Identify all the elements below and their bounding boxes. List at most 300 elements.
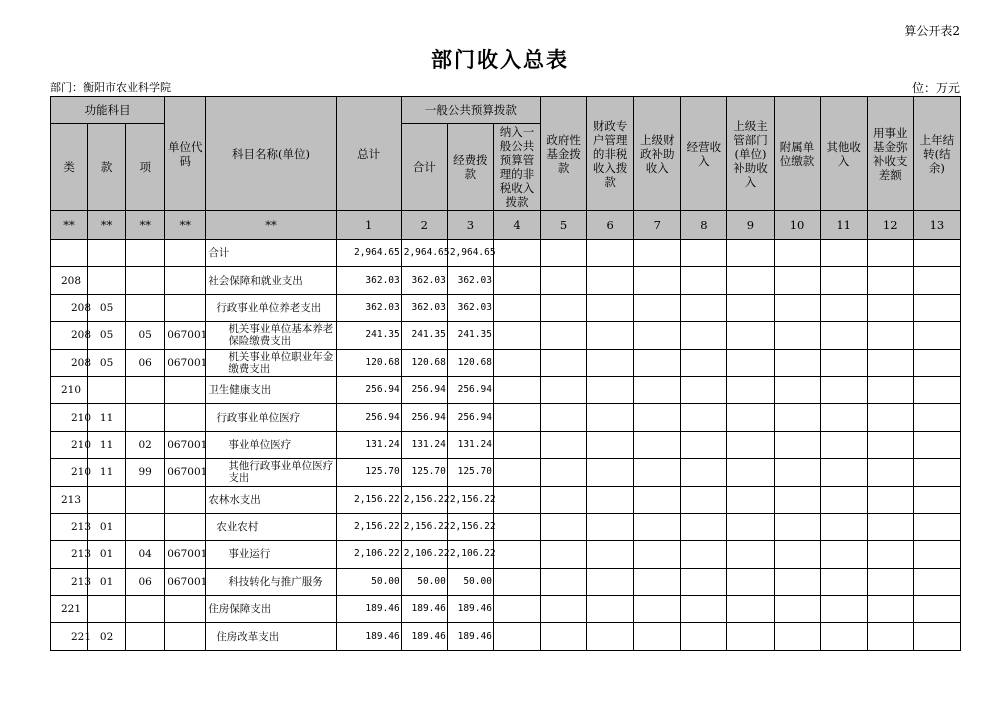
row-subtotal-cell: 125.70	[401, 459, 447, 486]
row-empty-cell	[727, 596, 774, 623]
row-empty-cell	[541, 240, 587, 267]
row-empty-cell	[774, 486, 820, 513]
row-funding-cell: 50.00	[447, 568, 493, 595]
row-empty-cell	[493, 431, 540, 458]
row-empty-cell	[493, 240, 540, 267]
row-total-cell: 2,156.22	[336, 486, 401, 513]
row-xiang-cell	[126, 404, 165, 431]
row-subject-name-cell: 机关事业单位基本养老保险缴费支出	[206, 322, 336, 349]
row-subject-name-cell: 行政事业单位养老支出	[206, 294, 336, 321]
row-lei-cell: 208	[51, 267, 88, 294]
row-lei-cell: 210	[51, 376, 88, 403]
row-subtotal-cell: 241.35	[401, 322, 447, 349]
row-empty-cell	[634, 431, 681, 458]
row-xiang-cell: 06	[126, 349, 165, 376]
row-empty-cell	[681, 267, 727, 294]
row-total-cell: 120.68	[336, 349, 401, 376]
table-row	[51, 431, 961, 458]
row-xiang-cell: 04	[126, 541, 165, 568]
row-empty-cell	[727, 568, 774, 595]
row-empty-cell	[634, 240, 681, 267]
row-total-cell: 189.46	[336, 596, 401, 623]
table-number-label: 算公开表2	[904, 24, 960, 38]
row-kuan-cell: 11	[88, 431, 126, 458]
superior-dept-header: 上级主管部门(单位)补助收入	[727, 97, 774, 211]
total-header: 总计	[336, 97, 401, 211]
row-empty-cell	[820, 568, 867, 595]
row-empty-cell	[913, 486, 960, 513]
row-empty-cell	[727, 294, 774, 321]
row-subject-name-cell: 农业农村	[206, 513, 336, 540]
row-empty-cell	[774, 322, 820, 349]
row-subtotal-cell: 2,156.22	[401, 486, 447, 513]
row-empty-cell	[634, 376, 681, 403]
column-index-cell: 13	[913, 211, 960, 240]
row-empty-cell	[820, 431, 867, 458]
column-index-cell: 12	[867, 211, 913, 240]
row-empty-cell	[820, 349, 867, 376]
row-kuan-cell: 11	[88, 459, 126, 486]
row-empty-cell	[634, 294, 681, 321]
row-funding-cell: 2,156.22	[447, 486, 493, 513]
row-unit-code-cell	[165, 376, 206, 403]
table-row	[51, 349, 961, 376]
row-subtotal-cell: 2,156.22	[401, 513, 447, 540]
row-kuan-cell	[88, 486, 126, 513]
column-index-cell: 4	[493, 211, 540, 240]
row-lei-cell: 221	[51, 596, 88, 623]
row-unit-code-cell	[165, 240, 206, 267]
row-subject-name-cell: 机关事业单位职业年金缴费支出	[206, 349, 336, 376]
row-total-cell: 131.24	[336, 431, 401, 458]
xiang-header: 项	[126, 124, 165, 211]
column-index-cell: 2	[401, 211, 447, 240]
row-xiang-cell	[126, 294, 165, 321]
row-empty-cell	[727, 349, 774, 376]
row-empty-cell	[681, 623, 727, 650]
row-total-cell: 241.35	[336, 322, 401, 349]
row-kuan-cell: 01	[88, 541, 126, 568]
func-subject-header: 功能科目	[51, 97, 165, 124]
row-empty-cell	[634, 322, 681, 349]
row-empty-cell	[493, 294, 540, 321]
row-empty-cell	[727, 541, 774, 568]
row-empty-cell	[867, 596, 913, 623]
row-empty-cell	[493, 513, 540, 540]
column-index-cell: 5	[541, 211, 587, 240]
row-subtotal-cell: 189.46	[401, 623, 447, 650]
row-empty-cell	[541, 459, 587, 486]
row-empty-cell	[820, 267, 867, 294]
row-unit-code-cell: 067001	[165, 349, 206, 376]
row-empty-cell	[541, 404, 587, 431]
row-unit-code-cell: 067001	[165, 459, 206, 486]
row-empty-cell	[634, 486, 681, 513]
row-empty-cell	[681, 459, 727, 486]
row-total-cell: 125.70	[336, 459, 401, 486]
row-empty-cell	[774, 513, 820, 540]
row-empty-cell	[541, 322, 587, 349]
row-empty-cell	[493, 486, 540, 513]
row-empty-cell	[681, 322, 727, 349]
row-empty-cell	[820, 513, 867, 540]
row-empty-cell	[867, 267, 913, 294]
table-row	[51, 404, 961, 431]
row-lei-cell: 213	[51, 568, 88, 595]
row-kuan-cell	[88, 267, 126, 294]
row-empty-cell	[541, 349, 587, 376]
row-empty-cell	[587, 596, 634, 623]
table-row	[51, 322, 961, 349]
row-empty-cell	[587, 267, 634, 294]
department-label: 部门：衡阳市农业科学院	[50, 81, 171, 94]
row-empty-cell	[541, 267, 587, 294]
row-empty-cell	[681, 240, 727, 267]
row-empty-cell	[493, 541, 540, 568]
row-funding-cell: 125.70	[447, 459, 493, 486]
row-kuan-cell: 05	[88, 294, 126, 321]
row-empty-cell	[541, 596, 587, 623]
row-subtotal-cell: 131.24	[401, 431, 447, 458]
row-subject-name-cell: 农林水支出	[206, 486, 336, 513]
nontax-header: 纳入一般公共预算管理的非税收入拨款	[493, 124, 540, 211]
row-subject-name-cell: 事业运行	[206, 541, 336, 568]
column-index-cell: 6	[587, 211, 634, 240]
row-total-cell: 2,156.22	[336, 513, 401, 540]
row-empty-cell	[867, 568, 913, 595]
row-empty-cell	[541, 568, 587, 595]
row-unit-code-cell	[165, 623, 206, 650]
row-empty-cell	[587, 541, 634, 568]
row-empty-cell	[727, 267, 774, 294]
row-xiang-cell	[126, 513, 165, 540]
row-kuan-cell: 05	[88, 349, 126, 376]
row-funding-cell: 241.35	[447, 322, 493, 349]
row-empty-cell	[493, 568, 540, 595]
funding-header: 经费拨款	[447, 124, 493, 211]
row-empty-cell	[681, 431, 727, 458]
row-xiang-cell: 02	[126, 431, 165, 458]
table-body	[51, 240, 961, 651]
row-empty-cell	[727, 431, 774, 458]
row-empty-cell	[493, 322, 540, 349]
row-subject-name-cell: 卫生健康支出	[206, 376, 336, 403]
row-empty-cell	[867, 294, 913, 321]
row-kuan-cell	[88, 376, 126, 403]
row-empty-cell	[681, 568, 727, 595]
row-lei-cell: 213	[51, 486, 88, 513]
row-subject-name-cell: 其他行政事业单位医疗支出	[206, 459, 336, 486]
row-empty-cell	[634, 541, 681, 568]
row-empty-cell	[867, 376, 913, 403]
row-empty-cell	[774, 404, 820, 431]
row-funding-cell: 131.24	[447, 431, 493, 458]
row-subject-name-cell: 行政事业单位医疗	[206, 404, 336, 431]
row-empty-cell	[867, 404, 913, 431]
row-empty-cell	[774, 376, 820, 403]
row-empty-cell	[541, 431, 587, 458]
row-empty-cell	[913, 349, 960, 376]
row-empty-cell	[727, 376, 774, 403]
row-subject-name-cell: 住房改革支出	[206, 623, 336, 650]
row-lei-cell: 210	[51, 459, 88, 486]
row-empty-cell	[493, 376, 540, 403]
income-summary-table	[50, 96, 961, 651]
row-empty-cell	[774, 596, 820, 623]
row-empty-cell	[634, 349, 681, 376]
row-subtotal-cell: 256.94	[401, 404, 447, 431]
row-empty-cell	[820, 486, 867, 513]
row-empty-cell	[541, 486, 587, 513]
row-empty-cell	[587, 513, 634, 540]
other-income-header: 其他收入	[820, 97, 867, 211]
row-empty-cell	[587, 459, 634, 486]
table-row	[51, 568, 961, 595]
row-empty-cell	[727, 240, 774, 267]
row-empty-cell	[820, 596, 867, 623]
row-empty-cell	[867, 322, 913, 349]
column-index-cell: 1	[336, 211, 401, 240]
row-total-cell: 362.03	[336, 267, 401, 294]
row-empty-cell	[634, 623, 681, 650]
row-empty-cell	[634, 596, 681, 623]
row-empty-cell	[681, 294, 727, 321]
row-subject-name-cell: 科技转化与推广服务	[206, 568, 336, 595]
gov-fund-header: 政府性基金拨款	[541, 97, 587, 211]
row-empty-cell	[820, 240, 867, 267]
table-row	[51, 541, 961, 568]
row-total-cell: 189.46	[336, 623, 401, 650]
row-subtotal-cell: 2,106.22	[401, 541, 447, 568]
row-subject-name-cell: 事业单位医疗	[206, 431, 336, 458]
row-subtotal-cell: 256.94	[401, 376, 447, 403]
row-empty-cell	[913, 541, 960, 568]
table-row	[51, 267, 961, 294]
row-empty-cell	[913, 513, 960, 540]
column-index-cell: 10	[774, 211, 820, 240]
row-empty-cell	[913, 294, 960, 321]
row-empty-cell	[913, 596, 960, 623]
row-unit-code-cell	[165, 404, 206, 431]
row-empty-cell	[867, 349, 913, 376]
row-empty-cell	[913, 240, 960, 267]
row-empty-cell	[820, 623, 867, 650]
kuan-header: 款	[88, 124, 126, 211]
row-empty-cell	[820, 459, 867, 486]
row-empty-cell	[587, 376, 634, 403]
row-xiang-cell	[126, 486, 165, 513]
row-empty-cell	[493, 267, 540, 294]
general-budget-header: 一般公共预算拨款	[401, 97, 540, 124]
row-subtotal-cell: 120.68	[401, 349, 447, 376]
row-lei-cell: 210	[51, 404, 88, 431]
row-subtotal-cell: 362.03	[401, 294, 447, 321]
row-subtotal-cell: 362.03	[401, 267, 447, 294]
row-funding-cell: 189.46	[447, 623, 493, 650]
row-empty-cell	[541, 623, 587, 650]
row-empty-cell	[774, 267, 820, 294]
row-empty-cell	[820, 541, 867, 568]
row-funding-cell: 256.94	[447, 376, 493, 403]
row-empty-cell	[587, 431, 634, 458]
row-lei-cell: 208	[51, 322, 88, 349]
row-empty-cell	[913, 376, 960, 403]
row-empty-cell	[634, 404, 681, 431]
row-empty-cell	[820, 376, 867, 403]
row-empty-cell	[493, 596, 540, 623]
row-funding-cell: 189.46	[447, 596, 493, 623]
row-empty-cell	[867, 513, 913, 540]
table-row	[51, 596, 961, 623]
row-empty-cell	[587, 404, 634, 431]
reserve-fund-header: 用事业基金弥补收支差额	[867, 97, 913, 211]
row-xiang-cell	[126, 623, 165, 650]
row-funding-cell: 362.03	[447, 267, 493, 294]
row-empty-cell	[681, 596, 727, 623]
row-empty-cell	[727, 623, 774, 650]
row-empty-cell	[774, 431, 820, 458]
row-empty-cell	[587, 568, 634, 595]
row-xiang-cell	[126, 376, 165, 403]
table-row	[51, 240, 961, 267]
row-empty-cell	[493, 459, 540, 486]
row-empty-cell	[587, 349, 634, 376]
row-empty-cell	[634, 513, 681, 540]
row-empty-cell	[634, 568, 681, 595]
row-unit-code-cell: 067001	[165, 568, 206, 595]
row-empty-cell	[867, 431, 913, 458]
row-empty-cell	[774, 240, 820, 267]
row-empty-cell	[587, 240, 634, 267]
lei-header: 类	[51, 124, 88, 211]
row-empty-cell	[681, 541, 727, 568]
row-funding-cell: 2,964.65	[447, 240, 493, 267]
row-lei-cell: 213	[51, 541, 88, 568]
row-empty-cell	[774, 623, 820, 650]
row-kuan-cell: 11	[88, 404, 126, 431]
row-empty-cell	[634, 459, 681, 486]
row-empty-cell	[587, 623, 634, 650]
row-empty-cell	[681, 513, 727, 540]
table-row	[51, 459, 961, 486]
row-empty-cell	[681, 349, 727, 376]
row-empty-cell	[913, 267, 960, 294]
row-empty-cell	[820, 404, 867, 431]
row-kuan-cell: 01	[88, 568, 126, 595]
row-funding-cell: 120.68	[447, 349, 493, 376]
row-empty-cell	[774, 541, 820, 568]
row-xiang-cell: 99	[126, 459, 165, 486]
row-unit-code-cell: 067001	[165, 431, 206, 458]
row-empty-cell	[541, 541, 587, 568]
row-empty-cell	[541, 513, 587, 540]
superior-fiscal-header: 上级财政补助收入	[634, 97, 681, 211]
row-kuan-cell	[88, 240, 126, 267]
column-index-cell: 7	[634, 211, 681, 240]
row-unit-code-cell	[165, 596, 206, 623]
row-kuan-cell: 05	[88, 322, 126, 349]
unit-label: 位：万元	[911, 81, 960, 95]
row-subject-name-cell: 合计	[206, 240, 336, 267]
row-empty-cell	[493, 349, 540, 376]
row-total-cell: 2,964.65	[336, 240, 401, 267]
row-subject-name-cell: 社会保障和就业支出	[206, 267, 336, 294]
row-empty-cell	[681, 376, 727, 403]
row-funding-cell: 2,106.22	[447, 541, 493, 568]
subtotal-header: 合计	[401, 124, 447, 211]
row-empty-cell	[727, 322, 774, 349]
row-empty-cell	[587, 294, 634, 321]
row-empty-cell	[681, 404, 727, 431]
table-row	[51, 294, 961, 321]
row-xiang-cell	[126, 267, 165, 294]
row-empty-cell	[727, 404, 774, 431]
column-index-cell: 3	[447, 211, 493, 240]
row-total-cell: 256.94	[336, 404, 401, 431]
row-empty-cell	[867, 623, 913, 650]
row-total-cell: 2,106.22	[336, 541, 401, 568]
row-total-cell: 362.03	[336, 294, 401, 321]
row-empty-cell	[774, 349, 820, 376]
table-row	[51, 623, 961, 650]
row-empty-cell	[913, 568, 960, 595]
column-index-cell: **	[88, 211, 126, 240]
row-kuan-cell: 02	[88, 623, 126, 650]
row-funding-cell: 256.94	[447, 404, 493, 431]
row-kuan-cell	[88, 596, 126, 623]
row-empty-cell	[774, 294, 820, 321]
row-empty-cell	[727, 459, 774, 486]
page-title: 部门收入总表	[431, 48, 569, 72]
row-subtotal-cell: 2,964.65	[401, 240, 447, 267]
row-empty-cell	[587, 322, 634, 349]
unit-code-header: 单位代码	[165, 97, 206, 211]
row-unit-code-cell	[165, 294, 206, 321]
column-index-cell: 11	[820, 211, 867, 240]
row-unit-code-cell: 067001	[165, 322, 206, 349]
table-row	[51, 376, 961, 403]
special-nontax-header: 财政专户管理的非税收入拨款	[587, 97, 634, 211]
row-empty-cell	[913, 431, 960, 458]
row-empty-cell	[634, 267, 681, 294]
row-total-cell: 256.94	[336, 376, 401, 403]
row-empty-cell	[867, 459, 913, 486]
row-kuan-cell: 01	[88, 513, 126, 540]
row-empty-cell	[727, 513, 774, 540]
row-lei-cell: 210	[51, 431, 88, 458]
row-unit-code-cell	[165, 486, 206, 513]
row-empty-cell	[867, 240, 913, 267]
row-xiang-cell: 06	[126, 568, 165, 595]
row-empty-cell	[867, 541, 913, 568]
column-index-cell: 8	[681, 211, 727, 240]
row-empty-cell	[774, 459, 820, 486]
row-subject-name-cell: 住房保障支出	[206, 596, 336, 623]
row-funding-cell: 2,156.22	[447, 513, 493, 540]
row-xiang-cell	[126, 240, 165, 267]
row-empty-cell	[774, 568, 820, 595]
column-index-cell: 9	[727, 211, 774, 240]
table-row	[51, 486, 961, 513]
row-empty-cell	[493, 404, 540, 431]
subject-name-header: 科目名称(单位)	[206, 97, 336, 211]
row-lei-cell: 221	[51, 623, 88, 650]
column-index-cell: **	[165, 211, 206, 240]
column-index-cell: **	[206, 211, 336, 240]
row-lei-cell: 208	[51, 349, 88, 376]
row-empty-cell	[820, 322, 867, 349]
row-empty-cell	[913, 459, 960, 486]
